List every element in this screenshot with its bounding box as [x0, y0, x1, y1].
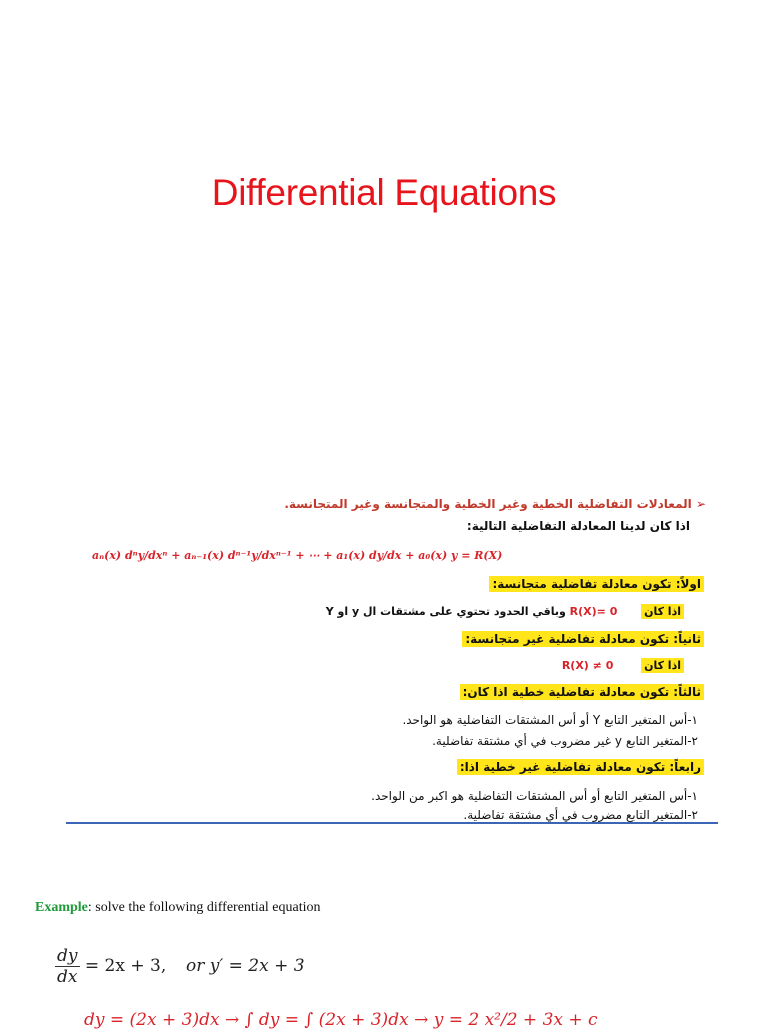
slide-title: Differential Equations: [211, 172, 557, 213]
arrow-bullet-icon: ➢: [695, 497, 706, 511]
fraction-numerator: dy: [57, 946, 78, 966]
if-label: اذا كان: [641, 604, 684, 619]
third-item-1: ١-أس المتغير التابع Y أو أس المشتقات التفاضلية هو الواحد.: [402, 713, 698, 727]
example-label: Example: [35, 900, 88, 915]
equation-rhs: = 2x + 3,: [84, 956, 167, 976]
section-first-text: اولاً: تكون معادلة تفاضلية متجانسة:: [489, 576, 704, 592]
section-second-text: ثانياً: تكون معادلة تفاضلية غير متجانسة:: [462, 631, 704, 647]
section-first-condition: [326, 605, 684, 618]
section-second-heading: [462, 632, 704, 646]
section-fourth-text: رابعاً: تكون معادلة تفاضلية غير خطية اذا:: [457, 759, 704, 775]
fourth-item-1: ١-أس المتغير التابع أو أس المشتقات التفاضلية هو اكبر من الواحد.: [371, 789, 698, 803]
example-line: [35, 900, 321, 916]
rx-zero: R(X)= 0: [569, 605, 618, 618]
dy-dx-fraction: [55, 946, 80, 987]
section-third-text: ثالثاً: تكون معادلة تفاضلية خطية اذا كان:: [460, 684, 704, 700]
arabic-heading: [284, 497, 706, 511]
general-equation: aₙ(x) dⁿy/dxⁿ + aₙ₋₁(x) dⁿ⁻¹y/dxⁿ⁻¹ + ⋯ + a₁(x) dy/dx + a₀(x) y = R(X): [92, 549, 503, 562]
example-text: : solve the following differential equation: [87, 900, 321, 915]
fourth-item-2: ٢-المتغير التابع مضروب في أي مشتقة تفاضلية.: [463, 808, 698, 822]
arabic-intro: اذا كان لدينا المعادلة التفاضلية التالية:: [466, 519, 690, 533]
section-first-heading: [489, 577, 704, 591]
section-fourth-heading: [457, 760, 704, 774]
third-item-2: ٢-المتغير التابع y غير مضروب في أي مشتقة تفاضلية.: [432, 734, 698, 748]
solution-line: dy = (2x + 3)dx → ∫ dy = ∫ (2x + 3)dx → y = 2 x²/2 + 3x + c: [84, 1010, 598, 1030]
section-third-heading: [460, 685, 704, 699]
rx-nonzero: R(X) ≠ 0: [561, 659, 614, 672]
fraction-denominator: dx: [57, 967, 78, 987]
example-equation: [55, 946, 166, 987]
arabic-heading-text: المعادلات التفاضلية الخطية وغير الخطية والمتجانسة وغير المتجانسة.: [284, 497, 692, 511]
alt-form: or y′ = 2x + 3: [186, 956, 305, 976]
if-label-2: اذا كان: [641, 658, 684, 673]
first-condition-rest: وباقي الحدود تحتوي على مشتقات ال y او Y: [325, 605, 566, 618]
panel-divider: [66, 822, 718, 824]
section-second-condition: [562, 659, 684, 672]
